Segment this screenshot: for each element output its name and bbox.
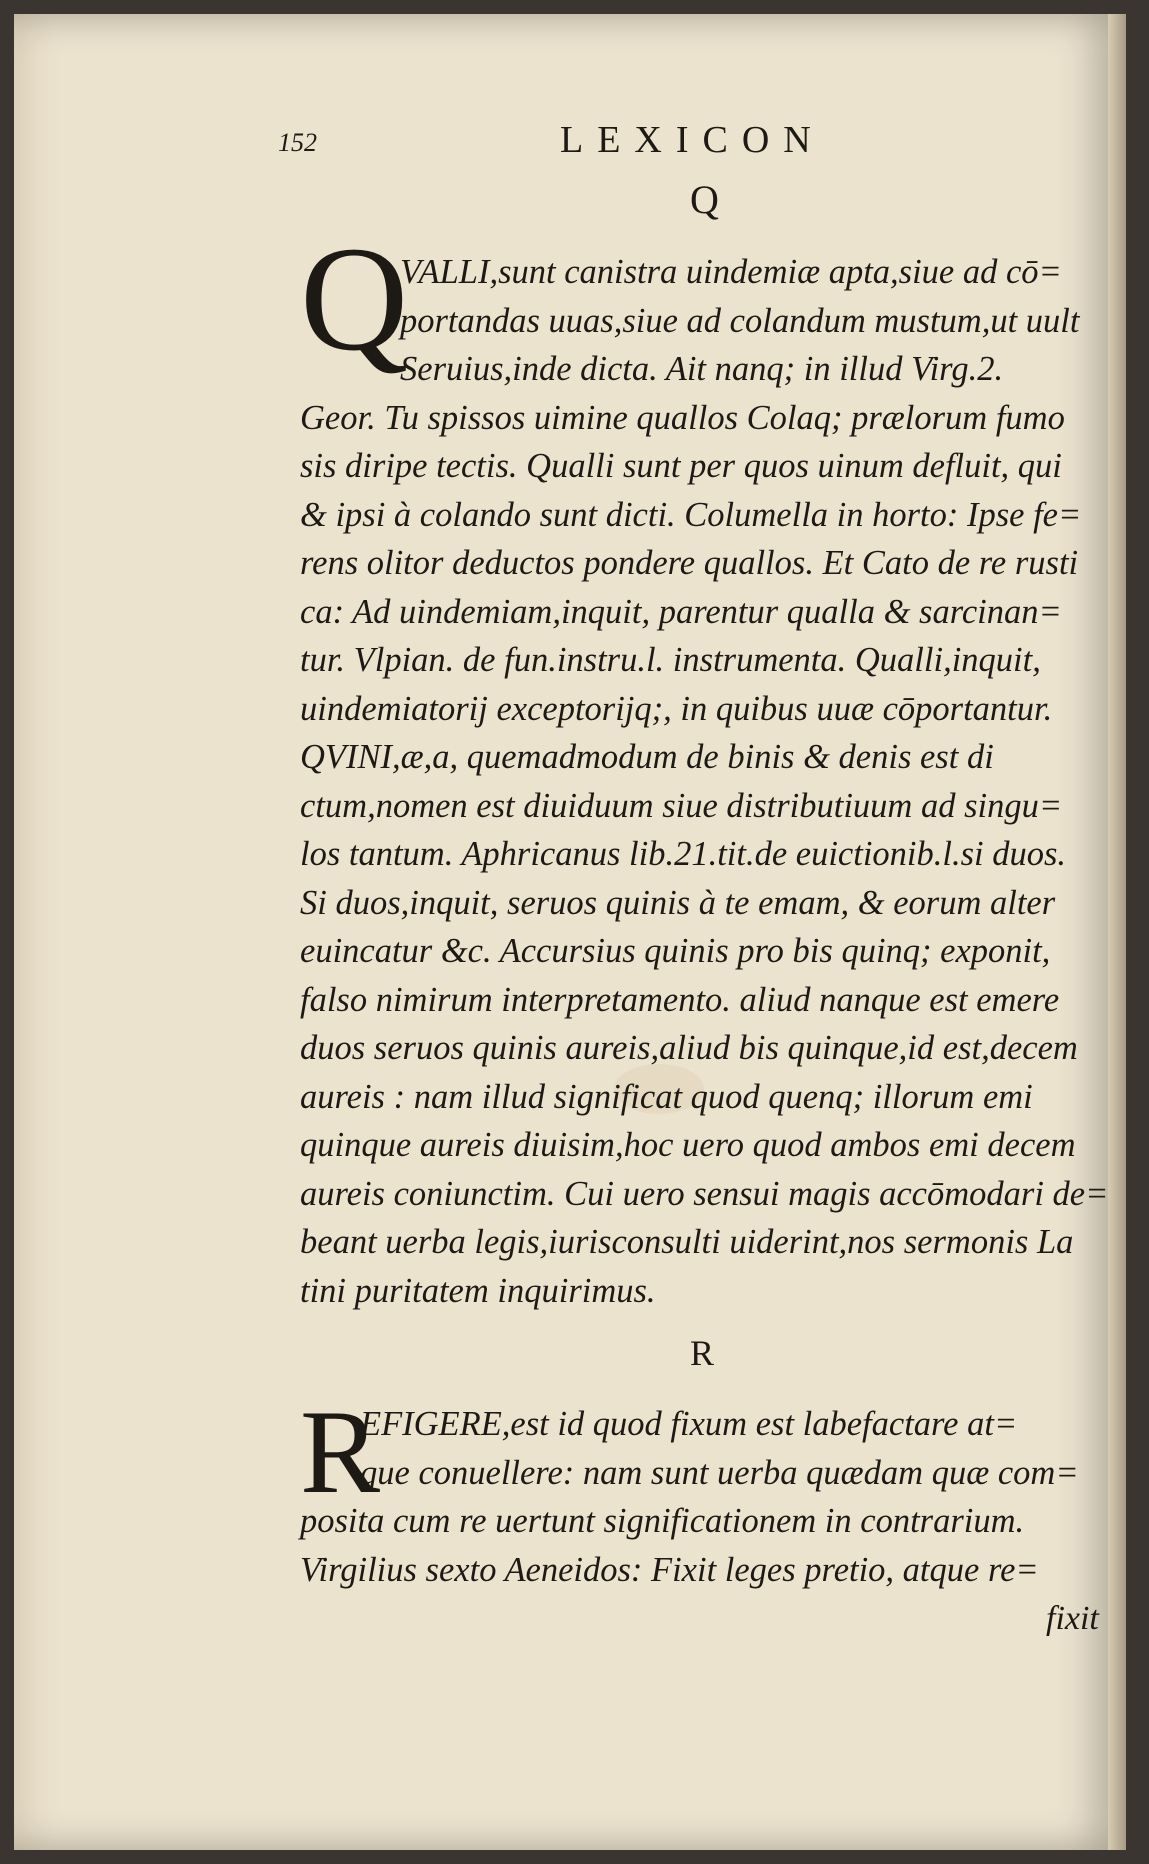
running-head: LEXICON: [560, 119, 825, 161]
text-line: ca: Ad uindemiam,inquit, parentur qualla & sarcinan=: [300, 592, 1062, 631]
text-line: posita cum re uertunt significationem in contrarium.: [300, 1502, 1025, 1540]
text-line: QVINI,æ,a, quemadmodum de binis & denis est di: [300, 738, 994, 776]
text-line: portandas uuas,siue ad colandum mustum,ut uult: [400, 301, 1080, 340]
text-line: & ipsi à colando sunt dicti. Columella in horto: Ipse fe=: [300, 495, 1082, 534]
text-line: que conuellere: nam sunt uerba quædam quæ com=: [360, 1453, 1079, 1492]
text-line: tur. Vlpian. de fun.instru.l. instrumenta. Qualli,inquit,: [300, 641, 1041, 679]
text-line: los tantum. Aphricanus lib.21.tit.de euictionib.l.si duos.: [300, 835, 1067, 873]
text-line: Seruius,inde dicta. Ait nanq; in illud Virg.2.: [400, 350, 1004, 388]
text-line: beant uerba legis,iurisconsulti uiderint,nos sermonis La: [300, 1223, 1074, 1261]
page-number: 152: [278, 128, 317, 157]
text-line: EFIGERE,est id quod fixum est labefactare at=: [360, 1405, 1018, 1443]
text-line: aureis coniunctim. Cui uero sensui magis accōmodari de=: [300, 1174, 1109, 1213]
text-line: sis diripe tectis. Qualli sunt per quos uinum defluit, qui: [300, 447, 1062, 485]
text-line: Si duos,inquit, seruos quinis à te emam, & eorum alter: [300, 883, 1056, 922]
text-line: tini puritatem inquirimus.: [300, 1271, 656, 1310]
dropcap-q: Q: [300, 216, 409, 382]
dropcap-r: R: [300, 1385, 381, 1518]
text-line: falso nimirum interpretamento. aliud nanque est emere: [300, 980, 1060, 1019]
catchword: fixit: [1046, 1600, 1099, 1637]
text-line: quinque aureis diuisim,hoc uero quod ambos emi decem: [300, 1126, 1076, 1164]
text-line: aureis : nam illud significat quod quenq; illorum emi: [300, 1077, 1033, 1116]
section-heading-q: Q: [690, 177, 719, 222]
text-line: duos seruos quinis aureis,aliud bis quinque,id est,decem: [300, 1029, 1078, 1067]
text-line: euincatur &c. Accursius quinis pro bis quinq; exponit,: [300, 932, 1051, 970]
page-header: [270, 118, 1130, 161]
text-line: Geor. Tu spissos uimine quallos Colaq; prælorum fumo: [300, 398, 1065, 437]
text-line: ctum,nomen est diuiduum siue distributiuum ad singu=: [300, 786, 1063, 825]
text-line: VALLI,sunt canistra uindemiæ apta,siue ad cō=: [400, 253, 1062, 291]
text-line: rens olitor deductos pondere quallos. Et Cato de re rusti: [300, 544, 1079, 582]
section-heading-r: R: [690, 1333, 715, 1373]
text-line: uindemiatorij exceptorijq;, in quibus uuæ cōportantur.: [300, 689, 1053, 728]
text-line: Virgilius sexto Aeneidos: Fixit leges pretio, atque re=: [300, 1550, 1039, 1589]
